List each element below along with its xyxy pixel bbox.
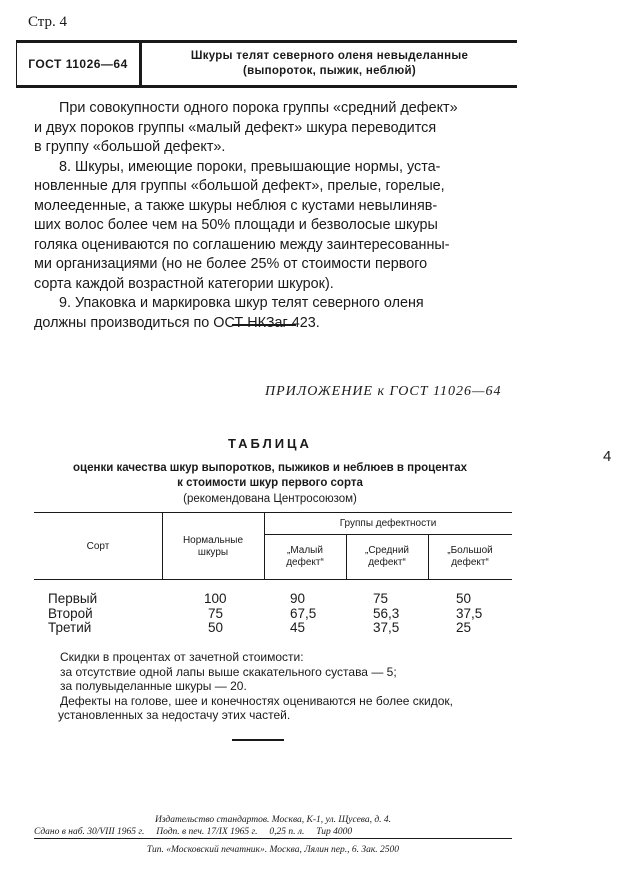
cell-small: 45 [290,620,306,635]
cell-normal: 75 [208,605,224,621]
table-subtitle-line-2: к стоимости шкур первого сорта [177,477,363,489]
note-line: установленных за недостачу этих частей. [58,708,291,723]
document-title [142,43,517,85]
gost-number: ГОСТ 11026—64 [17,43,142,85]
cell-sort: Второй [48,605,93,621]
table-row [34,592,512,607]
printer-info: Тип. «Московский печатник». Москва, Лялин пер., 6. Зак. 2500 [146,845,400,855]
body-line: При совокупности одного порока группы «средний дефект» [59,100,458,116]
header-medium-line-1: „Средний [365,545,409,556]
header-large-defect [428,545,512,569]
title-line-2: (выпороток, пыжик, неблюй) [242,65,417,77]
table-title: ТАБЛИЦА [228,436,312,451]
table-recommendation: (рекомендована Центросоюзом) [183,493,357,505]
note-line: за полувыделанные шкуры — 20. [60,679,247,694]
cell-sort: Первый [48,591,98,606]
title-line-1: Шкуры телят северного оленя невыделанные [190,50,469,62]
cell-normal: 50 [208,620,224,635]
header-normal-line-2: шкуры [197,547,229,558]
body-line: 8. Шкуры, имеющие пороки, превышающие нормы, уста- [59,158,441,175]
cell-large: 50 [456,591,472,606]
cell-small: 90 [290,591,306,606]
imprint-divider [34,838,512,839]
header-medium-defect [346,545,428,569]
quality-table-body [34,592,512,636]
note-line: за отсутствие одной лапы выше скакательного сустава — 5; [60,664,397,679]
body-line: должны производиться по ОСТ НКЗаг 423. [34,314,320,331]
body-line: молееденные, а также шкуры неблюя с кустами невылиняв- [34,197,438,214]
cell-large: 25 [456,620,472,635]
cell-large: 37,5 [456,605,483,621]
table-notes [60,650,512,723]
table-subtitle-line-1: оценки качества шкур выпоротков, пыжиков и неблюев в процентах [73,462,467,474]
body-text [34,99,511,333]
header-small-line-2: дефект“ [286,557,324,568]
header-sort: Сорт [86,541,110,552]
section-divider [232,324,296,326]
page-number-label: Стр. 4 [28,14,68,30]
body-line: в группу «большой дефект». [34,139,226,155]
table-row [34,621,512,636]
document-header [16,40,517,88]
cell-normal: 100 [204,591,227,606]
publisher-imprint [34,814,512,838]
cell-small: 67,5 [290,605,317,621]
table-row [34,607,512,622]
header-large-line-1: „Большой [447,545,493,556]
quality-table-header [34,512,512,580]
body-line: и двух пороков группы «малый дефект» шкура переводится [34,119,437,136]
note-line: Дефекты на голове, шее и конечностях оцениваются не более скидок, [60,693,453,708]
table-subtitle [0,461,540,491]
appendix-heading: ПРИЛОЖЕНИЕ к ГОСТ 11026—64 [265,384,502,399]
body-line: сорта каждой возрастной категории шкурок). [34,275,334,292]
header-normal-line-1: Нормальные [182,535,244,546]
cell-medium: 75 [373,591,389,606]
header-small-line-1: „Малый [287,545,323,556]
header-defect-groups: Группы дефектности [339,518,437,529]
imprint-line-1: Издательство стандартов. Москва, К-1, ул. Щусева, д. 4. [154,815,392,825]
body-line: голяка оцениваются по соглашению между заинтересованны- [34,236,450,253]
cell-sort: Третий [48,620,92,635]
header-small-defect [264,545,346,569]
cell-medium: 56,3 [373,605,400,621]
imprint-line-2: Сдано в наб. 30/VIII 1965 г. Подп. в печ. 17/IX 1965 г. 0,25 п. л. Тир 4000 [34,827,353,837]
note-line: Скидки в процентах от зачетной стоимости: [60,650,304,664]
section-divider [232,739,284,741]
margin-mark: 4 [603,448,612,465]
body-line: 9. Упаковка и маркировка шкур телят северного оленя [59,295,424,311]
header-row-divider [264,534,512,535]
header-normal [162,535,264,559]
body-line: ми организациями (но не более 25% от стоимости первого [34,256,428,272]
header-large-line-2: дефект“ [451,557,489,568]
body-line: новленные для группы «большой дефект», прелые, горелые, [34,178,445,194]
header-medium-line-2: дефект“ [368,557,406,568]
cell-medium: 37,5 [373,620,400,635]
body-line: ших волос более чем на 50% площади и безволосые шкуры [34,217,438,233]
